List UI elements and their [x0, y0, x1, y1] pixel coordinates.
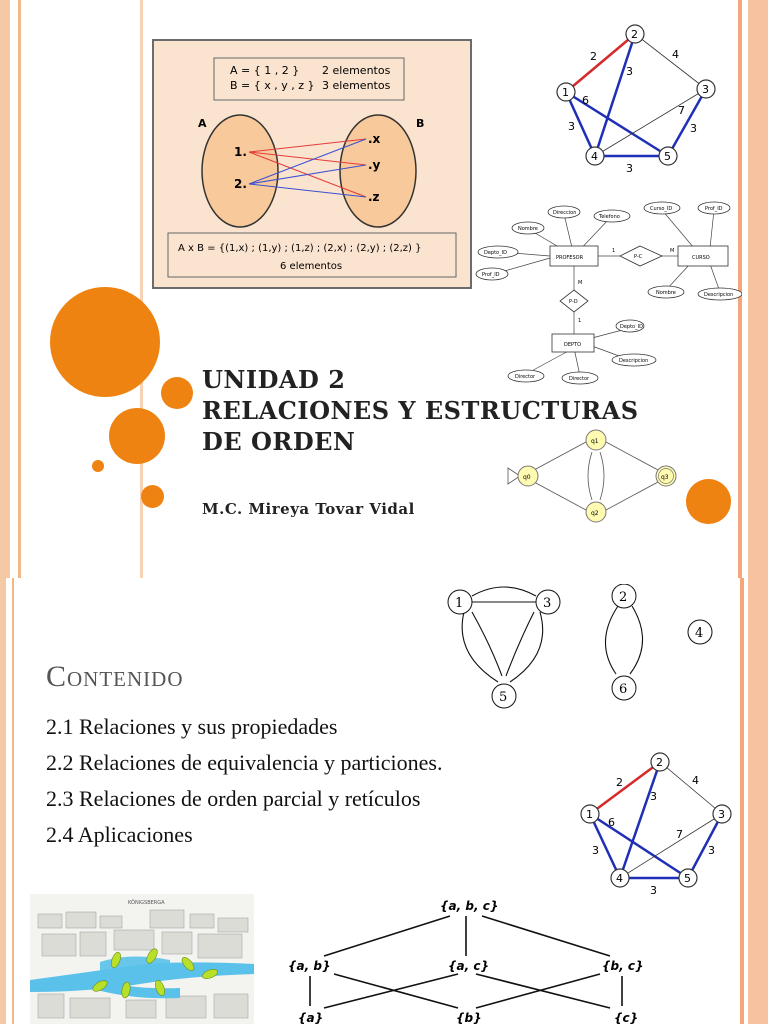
graph-node-label: 3 [718, 808, 725, 821]
edge-weight: 3 [626, 65, 633, 78]
edge-weight: 3 [650, 884, 657, 896]
slide-title [202, 364, 682, 457]
weighted-graph-bottom [564, 750, 742, 896]
attribute-label: Descripcion [704, 292, 734, 298]
title-line: RELACIONES Y ESTRUCTURAS [202, 396, 639, 425]
contents-item: 2.3 Relaciones de orden parcial y retículos [46, 786, 421, 811]
set-a-count: 2 elementos [322, 64, 391, 77]
cartesian-product-svg [154, 41, 470, 287]
left-deco-line [12, 578, 14, 1024]
attribute-label: Telefono [599, 214, 620, 220]
graph-node-label: 1 [586, 808, 593, 821]
set-a-ellipse [202, 115, 278, 227]
cartesian-product-figure [152, 39, 472, 289]
graph-node-label: 3 [702, 83, 709, 96]
contents-item: 2.4 Aplicaciones [46, 822, 193, 847]
attribute-label: Depto_ID [620, 324, 643, 330]
contents-heading: Contenido [46, 660, 184, 693]
attribute-label: Director [569, 376, 590, 382]
edge-weight: 7 [676, 828, 683, 841]
entity-label: CURSO [692, 255, 710, 261]
element-z: .z [368, 190, 380, 204]
weighted-graph-top [540, 20, 730, 180]
graph-node-label: 1 [562, 86, 569, 99]
graph-node-label: 2 [656, 756, 663, 769]
right-deco-band [748, 578, 768, 1024]
directed-graph [434, 584, 734, 716]
lattice-node: {a} [298, 1011, 324, 1024]
orange-circle-medium [109, 408, 165, 464]
lattice-node: {b} [456, 1011, 482, 1024]
graph-node-label: 4 [591, 150, 598, 163]
product-count: 6 elementos [280, 261, 343, 272]
graph-node-label: 5 [664, 150, 671, 163]
cardinality-label: M [578, 280, 583, 286]
konigsberg-map [30, 894, 254, 1024]
relation-label: P-D [569, 299, 578, 305]
edge-weight: 3 [708, 844, 715, 857]
edge-weight: 6 [582, 94, 589, 107]
attribute-label: Nombre [656, 290, 676, 296]
lattice-node: {a, c} [448, 959, 490, 973]
cardinality-label: M [670, 248, 675, 254]
edge-weight: 3 [690, 122, 697, 135]
contents-item: 2.2 Relaciones de equivalencia y particiones. [46, 750, 443, 775]
entity-label: DEPTO [564, 342, 582, 348]
graph-node-label: 4 [616, 872, 623, 885]
attribute-label: Descripcion [619, 358, 649, 364]
orange-circle-small [141, 485, 164, 508]
state-label: q2 [591, 510, 599, 517]
state-label: q3 [661, 474, 669, 481]
lattice-node: {c} [614, 1011, 639, 1024]
lattice-node: {a, b} [288, 959, 331, 973]
attribute-label: Curso_ID [650, 206, 673, 212]
orange-circle-small [92, 460, 104, 472]
element-x: .x [368, 132, 381, 146]
set-a-definition: A = { 1 , 2 } [230, 64, 300, 77]
right-deco-band [748, 0, 768, 578]
relation-label: P-C [634, 254, 643, 260]
graph-node-label: 2 [631, 28, 638, 41]
set-b-definition: B = { x , y , z } [230, 79, 315, 92]
cardinality-label: 1 [578, 318, 582, 324]
product-definition: A x B = {(1,x) ; (1,y) ; (1,z) ; (2,x) ; (2,y) ; (2,z) } [178, 243, 422, 254]
digraph-node-label: 2 [619, 590, 628, 605]
set-b-count: 3 elementos [322, 79, 391, 92]
er-diagram [474, 196, 742, 388]
edge-weight: 6 [608, 816, 615, 829]
edge-weight: 2 [590, 50, 597, 63]
lattice-node: {b, c} [602, 959, 644, 973]
hasse-diagram [280, 890, 680, 1024]
orange-circle-medium [161, 377, 193, 409]
edge-weight: 3 [650, 790, 657, 803]
left-deco-line [18, 0, 21, 578]
digraph-node-label: 5 [499, 690, 508, 705]
author-name: M.C. Mireya Tovar Vidal [202, 500, 415, 518]
title-line: DE ORDEN [202, 427, 356, 456]
edge-weight: 7 [678, 104, 685, 117]
contents-slide [0, 578, 768, 1024]
contents-item: 2.1 Relaciones y sus propiedades [46, 714, 338, 739]
element-y: .y [368, 158, 381, 172]
cardinality-label: 1 [612, 248, 616, 254]
element-2: 2. [234, 177, 247, 191]
attribute-label: Direccion [553, 210, 577, 216]
attribute-label: Prof_ID [705, 206, 723, 212]
orange-circle-right [686, 479, 731, 524]
left-deco-band [0, 0, 10, 578]
attribute-label: Nombre [518, 226, 538, 232]
attribute-label: Prof_ID [482, 272, 500, 278]
edge-weight: 4 [672, 48, 679, 61]
digraph-node-label: 3 [543, 596, 552, 611]
graph-node-label: 5 [684, 872, 691, 885]
edge-weight: 3 [592, 844, 599, 857]
attribute-label: Director [515, 374, 536, 380]
element-1: 1. [234, 145, 247, 159]
konigsberg-map-svg [30, 894, 254, 1024]
edge-weight: 4 [692, 774, 699, 787]
map-caption: KÖNIGSBERGA [128, 900, 165, 906]
state-label: q1 [591, 438, 599, 445]
digraph-node-label: 6 [619, 682, 628, 697]
contents-list [46, 714, 546, 858]
left-deco-band [0, 578, 6, 1024]
lattice-top: {a, b, c} [440, 899, 499, 913]
set-a-label: A [198, 117, 207, 130]
attribute-label: Depto_ID [484, 250, 507, 256]
digraph-node-label: 4 [695, 626, 704, 641]
set-b-label: B [416, 117, 425, 130]
title-line: UNIDAD 2 [202, 365, 346, 394]
edge-weight: 3 [568, 120, 575, 133]
digraph-node-label: 1 [455, 596, 464, 611]
edge-weight: 2 [616, 776, 623, 789]
edge-weight: 3 [626, 162, 633, 175]
entity-label: PROFESOR [556, 255, 584, 261]
state-label: q0 [523, 474, 531, 481]
orange-circle-large [50, 287, 160, 397]
